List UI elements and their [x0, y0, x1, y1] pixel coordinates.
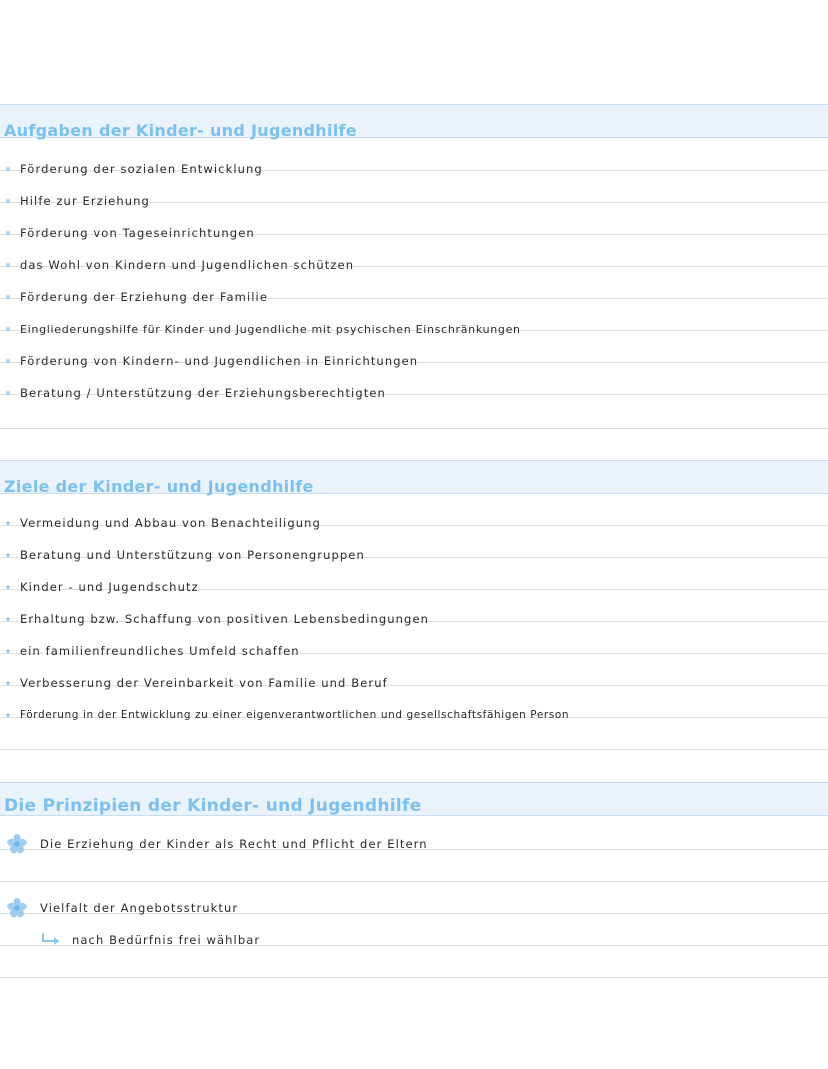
- bullet-dot: [6, 713, 10, 717]
- list-item: Förderung von Tageseinrichtungen: [6, 223, 255, 243]
- bullet-dot: [6, 231, 10, 235]
- list-item: Verbesserung der Vereinbarkeit von Familie und Beruf: [6, 673, 388, 693]
- bullet-dot: [6, 681, 10, 685]
- notebook-line: [0, 428, 828, 429]
- list-item: Förderung der Erziehung der Familie: [6, 287, 268, 307]
- section-title-aufgaben: Aufgaben der Kinder- und Jugendhilfe: [4, 121, 357, 140]
- flower-icon: [6, 897, 28, 919]
- notebook-line: [0, 881, 828, 882]
- list-item: Eingliederungshilfe für Kinder und Jugendliche mit psychischen Einschränkungen: [6, 319, 521, 339]
- list-item: Hilfe zur Erziehung: [6, 191, 150, 211]
- list-item: Förderung von Kindern- und Jugendlichen in Einrichtungen: [6, 351, 418, 371]
- list-item: Förderung der sozialen Entwicklung: [6, 159, 263, 179]
- flower-icon: [6, 833, 28, 855]
- notebook-line: [0, 977, 828, 978]
- section-title-ziele: Ziele der Kinder- und Jugendhilfe: [4, 477, 314, 496]
- list-item: Beratung / Unterstützung der Erziehungsberechtigten: [6, 383, 386, 403]
- notebook-line: [0, 749, 828, 750]
- list-item: das Wohl von Kindern und Jugendlichen schützen: [6, 255, 354, 275]
- bullet-dot: [6, 585, 10, 589]
- bullet-dot: [6, 359, 10, 363]
- list-item: Kinder - und Jugendschutz: [6, 577, 199, 597]
- list-item: Die Erziehung der Kinder als Recht und Pflicht der Eltern: [6, 834, 428, 854]
- bullet-dot: [6, 617, 10, 621]
- bullet-dot: [6, 295, 10, 299]
- bullet-dot: [6, 649, 10, 653]
- list-item: Erhaltung bzw. Schaffung von positiven Lebensbedingungen: [6, 609, 429, 629]
- bullet-dot: [6, 199, 10, 203]
- bullet-dot: [6, 167, 10, 171]
- bullet-dot: [6, 521, 10, 525]
- arrow-return-icon: [40, 933, 62, 947]
- bullet-dot: [6, 553, 10, 557]
- list-item: Vermeidung und Abbau von Benachteiligung: [6, 513, 321, 533]
- bullet-dot: [6, 391, 10, 395]
- list-item: Beratung und Unterstützung von Personengruppen: [6, 545, 365, 565]
- list-item: Förderung in der Entwicklung zu einer eigenverantwortlichen und gesellschaftsfähigen Person: [6, 705, 569, 725]
- bullet-dot: [6, 327, 10, 331]
- section-title-prinzipien: Die Prinzipien der Kinder- und Jugendhilfe: [4, 796, 422, 816]
- bullet-dot: [6, 263, 10, 267]
- list-item: Vielfalt der Angebotsstruktur: [6, 898, 238, 918]
- list-item: ein familienfreundliches Umfeld schaffen: [6, 641, 300, 661]
- sub-list-item: nach Bedürfnis frei wählbar: [40, 930, 260, 950]
